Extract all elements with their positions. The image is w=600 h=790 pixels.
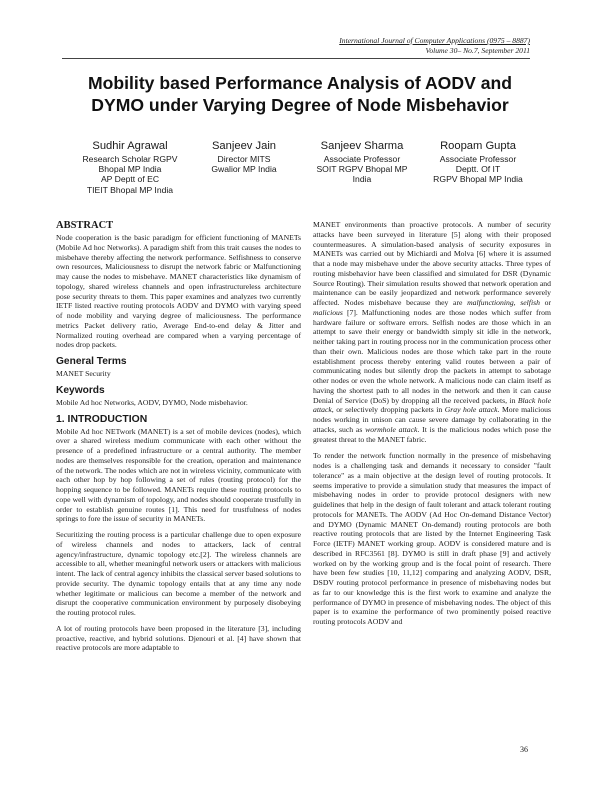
right-column	[313, 220, 551, 634]
emphasis-text: malfunctioning, selfish	[467, 298, 540, 307]
author-affiliation-line: Gwalior MP India	[211, 164, 277, 175]
author-4	[418, 139, 538, 185]
keywords-text: Mobile Ad hoc Networks, AODV, DYMO, Node misbehavior.	[56, 397, 248, 407]
author-affiliation-line: TIEIT Bhopal MP India	[86, 184, 174, 195]
author-1	[70, 139, 190, 195]
text-run: . More malicious nodes working in unison can cause severe damage by collaborating in the attacks, such as	[313, 405, 551, 434]
left-column	[56, 220, 301, 659]
author-name: Roopam Gupta	[440, 140, 516, 152]
author-affiliation-line: RGPV Bhopal MP India	[433, 174, 523, 185]
emphasis-text: wormhole attack	[365, 424, 418, 434]
text-run: , or selectively dropping packets in	[331, 405, 445, 415]
text-run: . It is the malicious nodes which pose the greatest threat to the MANET fabric.	[313, 424, 551, 444]
author-affiliation-line: Deptt. Of IT	[455, 164, 501, 175]
title-line-2: DYMO under Varying Degree of Node Misbehavior	[91, 95, 509, 115]
paper-title	[40, 72, 560, 116]
author-affiliation-line: AP Deptt of EC	[100, 174, 160, 185]
introduction-heading: 1. INTRODUCTION	[56, 413, 148, 425]
author-block	[62, 139, 538, 199]
emphasis-text: Black hole attack	[313, 395, 551, 415]
author-affiliation-line: Research Scholar RGPV	[82, 154, 178, 164]
author-affiliation-line: Bhopal MP India	[98, 164, 162, 175]
running-header	[339, 36, 530, 56]
emphasis-text: malicious	[313, 307, 343, 317]
text-run: MANET environments than proactive protocols. A number of security attacks have been surveyed in literature [5] along with their proposed countermeasures. A simulation-based analysis of security exposures in MANETs was carried out by Michiardi and Molva [6] where it is assumed that a node may misbehave under the above security attacks. Three types of routing misbehavior have been classified and simulated for DSR (Dynamic Source Routing). Their simulation results showed that network operation and maintenance can be easily jeopardized and network performance severely affected. Nodes misbehave because they are	[313, 220, 551, 307]
author-affiliation-line: India	[352, 174, 372, 185]
right-paragraph-2: To render the network function normally in the presence of misbehaving nodes is a challenging task and demands it necessary to consider "fault tolerance" as a main objective at the design level of routing protocols. It seems imperative to provide a simulation study that measures the impact of misbehaving nodes in order to provide protocol designers with new guidelines that help in the design of fault tolerant and attack tolerant routing protocols for MANETs. The AODV (Ad Hoc On-demand Distance Vector) and DYMO (Dynamic MANET On-demand) routing protocols are both reactive routing protocols that are listed by the Internet Engineering Task Force (IETF) MANET working group. AODV is considered mature and is described in RFC3561 [8]. DYMO is still in draft phase [9] and actively worked on by the working group and is the focal point of research. There have been few studies [10, 11,12] comparing and analyzing AODV, DSR, DSDV routing protocol performance in presence of misbehaving nodes but as far to our knowledge this is the first work to examine and analyze the performance of DYMO in presence of misbehaving nodes. The object of this paper is to examine the performance of two prominently poised reactive routing protocols AODV and	[313, 451, 551, 626]
author-name: Sanjeev Jain	[211, 140, 277, 152]
page-number: 36	[520, 745, 528, 754]
author-3	[302, 139, 422, 185]
abstract-text: Node cooperation is the basic paradigm for efficient functioning of MANETs (Mobile Ad hoc Networks). A paradigm shift from this trait causes the nodes to misbehave thereby affecting the network performance. Selfishness to conserve own resources, Maliciousness to disrupt the network fabric or Malfunctioning may cause the nodes to misbehave. MANET characteristics like dynamism of topology, shared wireless channels and open infrastructureless architecture pose security threats to them. This paper examines and analyzes two currently IETF listed reactive routing protocols AODV and DYMO with varying speed of node mobility and varying degree of maliciousness. The performance metrics Packet delivery ratio, Average End-to-end delay & Jitter and Normalized routing overhead are compared when a varying percentage of nodes drop packets.	[56, 233, 301, 350]
author-affiliation-line: Associate Professor	[323, 154, 401, 164]
header-rule	[62, 58, 530, 59]
author-2	[184, 139, 304, 174]
general-terms-text: MANET Security	[56, 369, 111, 378]
intro-paragraph-2: Securitizing the routing process is a particular challenge due to open exposure of wireless channels and nodes to attackers, lack of central agency/infrastructure, dynamic topology etc.[2]. The wireless channels are accessible to all, whether meaningful network users or attackers with malicious intent. The lack of central agency inhibits the classical server based solutions to provide security. The dynamic topology entails that at any time any node whether legitimate or malicious can become a member of the network and disrupt the cooperative communication environment by purposely disobeying the routing protocol rules.	[56, 530, 301, 617]
emphasis-text: Gray hole attack	[444, 405, 498, 415]
abstract-heading: ABSTRACT	[56, 220, 114, 231]
general-terms-heading: General Terms	[56, 356, 127, 367]
author-name: Sudhir Agrawal	[92, 140, 168, 152]
intro-paragraph-3: A lot of routing protocols have been proposed in the literature [3], including proactive, reactive, and hybrid solutions. Djenouri et al. [4] have shown that reactive protocols are more adaptable to	[56, 623, 301, 653]
volume-info: Volume 30– No.7, September 2011	[425, 46, 530, 55]
intro-paragraph-1: Mobile Ad hoc NETwork (MANET) is a set of mobile devices (nodes), which over a shared wireless medium communicate with each other without the presence of a predefined infrastructure or a central authority. The member nodes are themselves responsible for the creation, operation and maintenance of the network. The nodes which are not in wireless vicinity, communicate with each other hop by hop following a set of rules (routing protocol) for the hopping sequence to be followed. MANETs require these routing protocols to cope well with dynamism of topology, and nodes should cooperate trustfully in order to establish genuine routes [1]. This need for trustfulness of nodes springs to fore the issue of security in MANETs.	[56, 426, 301, 524]
author-name: Sanjeev Sharma	[320, 140, 404, 152]
text-run: [7]. Malfunctioning nodes are those nodes which suffer from hardware failure or software errors. Selfish nodes are those which in an attempt to save their energy or bandwidth simply sit idle in the network, neither taking part in routing process nor in the communication process other than their own. Malicious nodes are those which take part in the route establishment process thereby entering valid routes between a pair of communicating nodes but silently drop the packets in attempt to sabotage other nodes or even the whole network. A malicious node can claim itself as having the shortest path to all nodes in the network and then it can cause Denial of Service (DoS) by dropping all the received packets, in	[313, 307, 551, 405]
title-line-1: Mobility based Performance Analysis of AODV and	[88, 73, 512, 93]
keywords-heading: Keywords	[56, 384, 105, 396]
author-affiliation-line: Associate Professor	[439, 154, 517, 164]
author-affiliation-line: Director MITS	[217, 154, 271, 164]
author-affiliation-line: SOIT RGPV Bhopal MP	[316, 164, 408, 175]
right-paragraph-1	[313, 220, 551, 444]
text-run: or	[539, 298, 552, 307]
journal-name: International Journal of Computer Applications (0975 – 8887)	[339, 36, 530, 45]
